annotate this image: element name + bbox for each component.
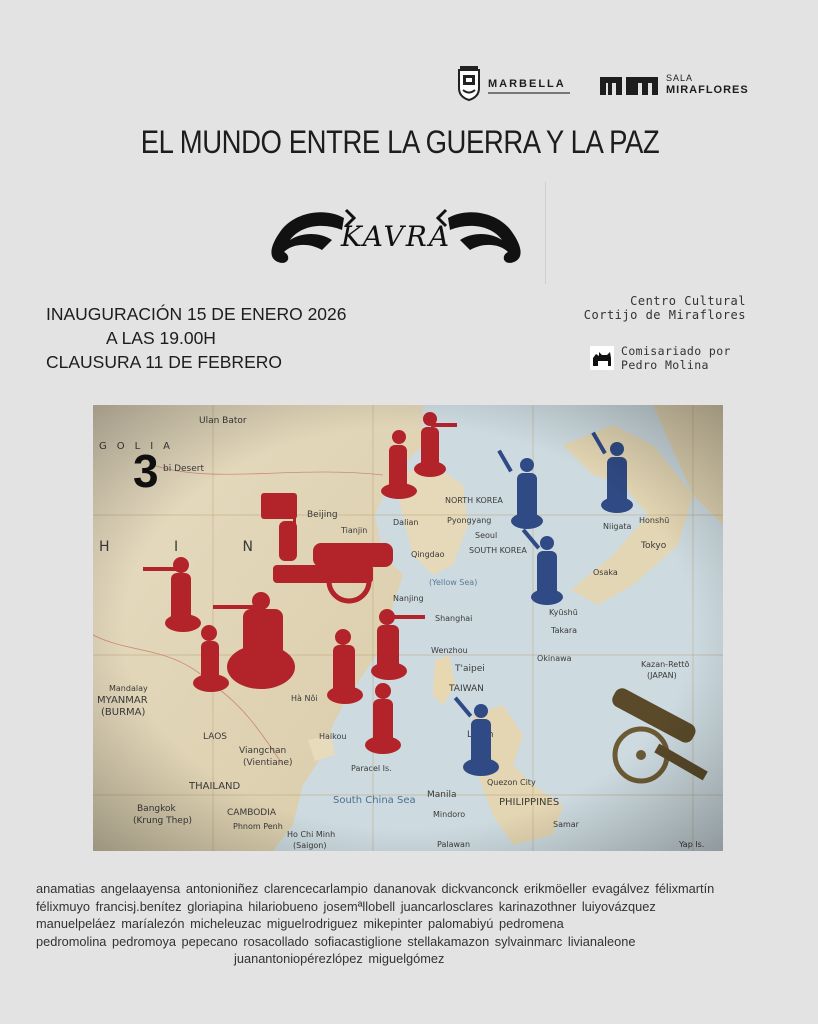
closing-line: CLAUSURA 11 DE FEBRERO (46, 352, 282, 372)
artists-line-3: manuelpeláez maríalezón micheleuzac miguelrodriguez mikepinter palomabiyú pedromena (36, 916, 564, 931)
venue (556, 294, 746, 322)
artists-line-2: félixmuyo francisj.benítez gloriapina hilariobueno josemªllobell juancarlosclares karinazothner luiyovázquez (36, 898, 656, 914)
marbella-logo (456, 66, 566, 102)
miraflores-label: MIRAFLORES (666, 84, 749, 96)
marbella-name: MARBELLA (488, 78, 566, 90)
sala-miraflores-logo (598, 72, 749, 96)
artists-line-1: anamatias angelaayensa antonioniñez clarencecarlampio dananovak dickvanconck erikmöeller evagálvez félixmartín (36, 881, 715, 896)
divider-line (545, 182, 566, 284)
exhibition-title: EL MUNDO ENTRE LA GUERRA Y LA PAZ (140, 124, 660, 160)
map-illustration (93, 405, 723, 851)
marbella-subline (488, 92, 570, 94)
event-dates (46, 302, 347, 374)
photo-vignette (93, 405, 723, 851)
kavra-horns-logo (262, 188, 530, 274)
kavra-wordmark: KAVRA (340, 220, 452, 253)
inauguration-line: INAUGURACIÓN 15 DE ENERO 2026 (46, 304, 347, 324)
time-line: A LAS 19.00H (106, 328, 216, 348)
curator (590, 344, 731, 372)
marbella-crest-icon (456, 66, 482, 102)
sala-miraflores-mark-icon (598, 73, 662, 95)
dog-icon (590, 346, 614, 370)
venue-line-2: Cortijo de Miraflores (583, 308, 746, 322)
venue-line-1: Centro Cultural (630, 294, 746, 308)
sala-label: SALA (666, 73, 694, 83)
artists-line-5: juanantoniopérezlópez miguelgómez (234, 951, 445, 966)
curator-line-1: Comisariado por (621, 344, 731, 358)
curator-line-2: Pedro Molina (621, 358, 709, 372)
artists-line-4: pedromolina pedromoya pepecano rosacollado sofiacastiglione stellakamazon sylvainmarc livianaleone (36, 933, 636, 949)
artists-list (36, 880, 796, 968)
map-photo (93, 405, 723, 851)
logos-header (456, 66, 756, 106)
